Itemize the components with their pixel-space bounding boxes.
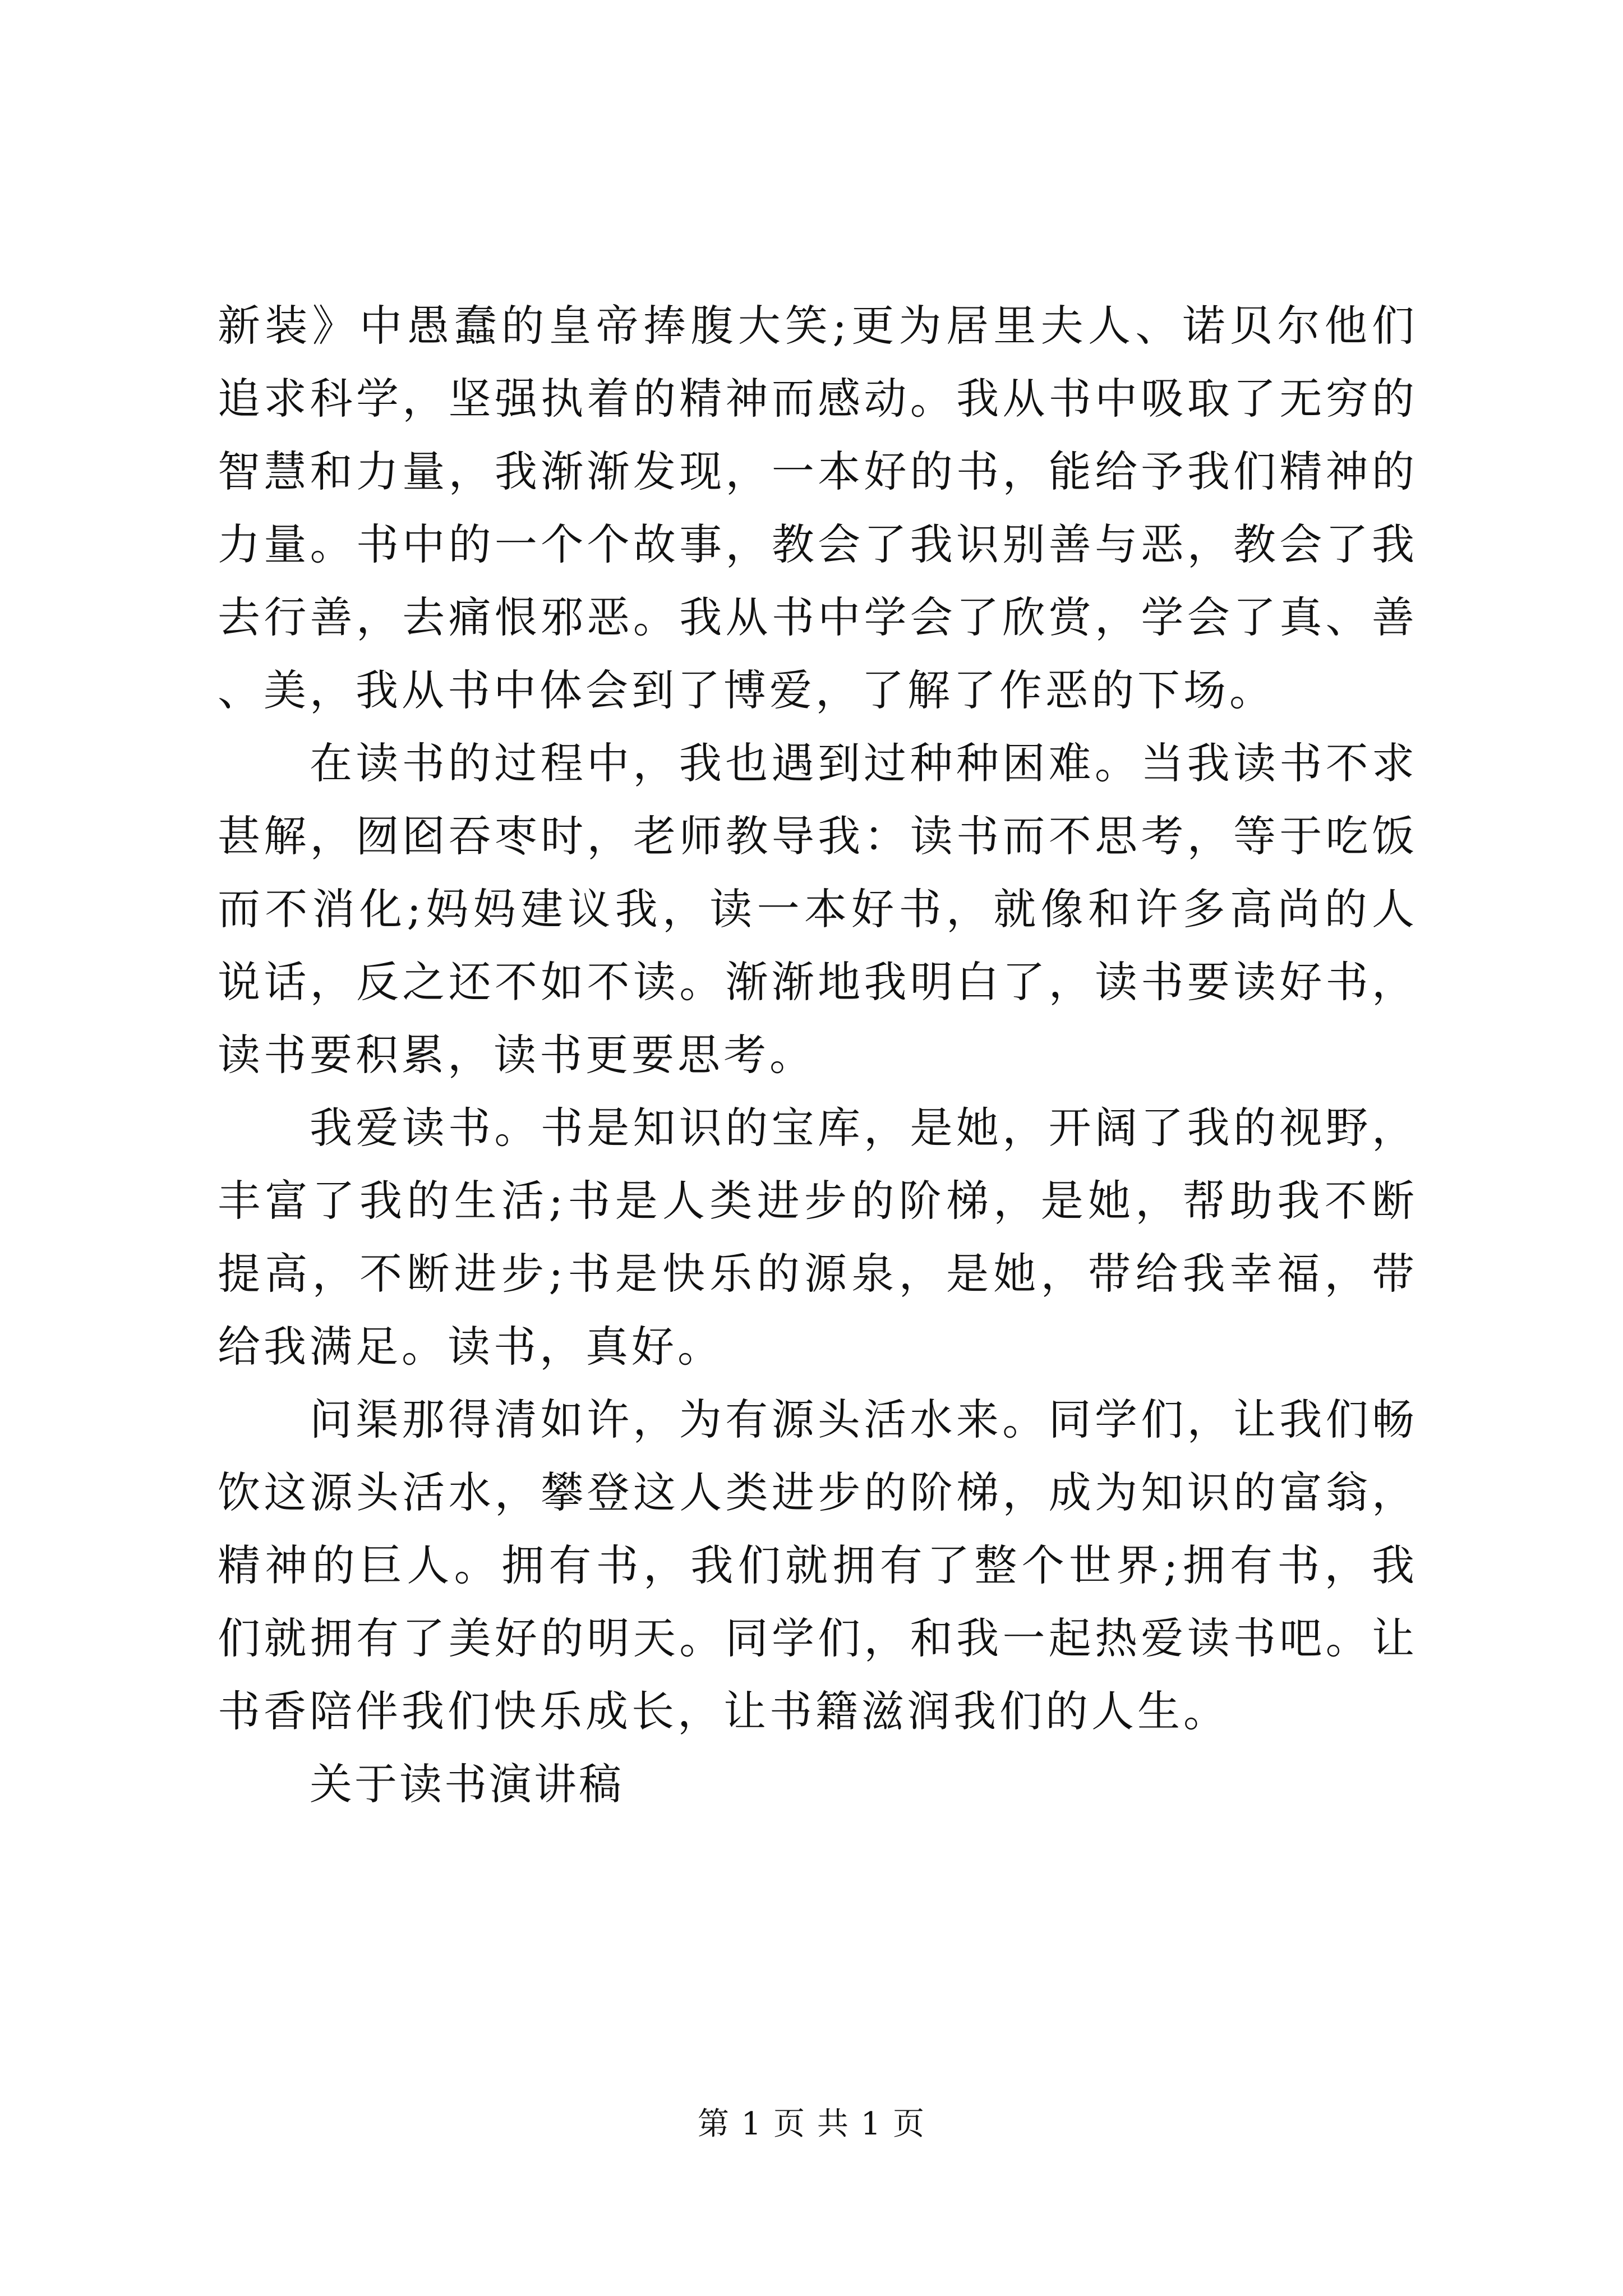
paragraph-reading-difficulties: 在读书的过程中，我也遇到过种种困难。当我读书不求甚解，囫囵吞枣时，老师教导我：读书而不思考，等于吃饭而不消化;妈妈建议我，读一本好书，就像和许多高尚的人说话，反之还不如不读。渐渐地我明白了，读书要读好书，读书要积累，读书更要思考。 [218,738,1418,1080]
page-number-footer: 第 1 页 共 1 页 [697,2106,926,2142]
paragraph-conclusion: 问渠那得清如许，为有源头活水来。同学们，让我们畅饮这源头活水，攀登这人类进步的阶梯，成为知识的富翁，精神的巨人。拥有书，我们就拥有了整个世界;拥有书，我们就拥有了美好的明天。同学们，和我一起热爱读书吧。让书香陪伴我们快乐成长，让书籍滋润我们的人生。 [218,1395,1418,1736]
document-body [218,289,1418,1821]
paragraph-i-love-reading: 我爱读书。书是知识的宝库，是她，开阔了我的视野，丰富了我的生活;书是人类进步的阶梯，是她，帮助我不断提高，不断进步;书是快乐的源泉，是她，带给我幸福，带给我满足。读书，真好。 [218,1103,1418,1372]
paragraph-continued: 新装》中愚蠢的皇帝捧腹大笑;更为居里夫人、诺贝尔他们追求科学，坚强执着的精神而感动。我从书中吸取了无穷的智慧和力量，我渐渐发现，一本好的书，能给予我们精神的力量。书中的一个个故事，教会了我识别善与恶，教会了我去行善，去痛恨邪恶。我从书中学会了欣赏，学会了真、善、美，我从书中体会到了博爱，了解了作恶的下场。 [218,301,1418,715]
next-section-title: 关于读书演讲稿 [310,1759,624,1809]
